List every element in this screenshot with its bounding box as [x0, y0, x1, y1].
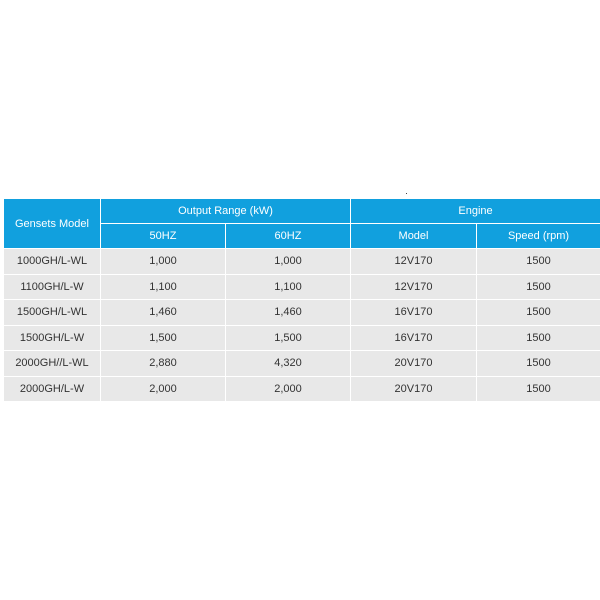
- cell-engine-model: 20V170: [351, 351, 477, 377]
- table-row: [4, 249, 600, 275]
- table-row: [4, 376, 600, 402]
- cell-model: 2000GH//L-WL: [4, 351, 101, 377]
- gensets-table-container: [3, 198, 600, 402]
- cell-model: 1100GH/L-W: [4, 274, 101, 300]
- cell-speed: 1500: [477, 300, 600, 326]
- cell-speed: 1500: [477, 376, 600, 402]
- header-gensets-model: Gensets Model: [4, 199, 101, 249]
- cell-engine-model: 12V170: [351, 274, 477, 300]
- cell-speed: 1500: [477, 325, 600, 351]
- table-row: [4, 325, 600, 351]
- cell-speed: 1500: [477, 274, 600, 300]
- cell-60hz: 1,000: [226, 249, 351, 275]
- cell-engine-model: 16V170: [351, 325, 477, 351]
- cell-engine-model: 16V170: [351, 300, 477, 326]
- cell-50hz: 1,000: [101, 249, 226, 275]
- cell-60hz: 1,100: [226, 274, 351, 300]
- table-header: [4, 199, 600, 249]
- cell-60hz: 1,500: [226, 325, 351, 351]
- header-engine-model: Model: [351, 224, 477, 249]
- cell-model: 1500GH/L-WL: [4, 300, 101, 326]
- table-row: [4, 274, 600, 300]
- cell-engine-model: 20V170: [351, 376, 477, 402]
- header-50hz: 50HZ: [101, 224, 226, 249]
- cell-50hz: 2,880: [101, 351, 226, 377]
- cell-engine-model: 12V170: [351, 249, 477, 275]
- header-output-range: Output Range (kW): [101, 199, 351, 224]
- stray-dot: [406, 193, 407, 194]
- cell-60hz: 1,460: [226, 300, 351, 326]
- cell-model: 2000GH/L-W: [4, 376, 101, 402]
- header-speed: Speed (rpm): [477, 224, 600, 249]
- table-row: [4, 351, 600, 377]
- cell-50hz: 1,460: [101, 300, 226, 326]
- cell-speed: 1500: [477, 249, 600, 275]
- header-engine: Engine: [351, 199, 600, 224]
- cell-model: 1500GH/L-W: [4, 325, 101, 351]
- cell-50hz: 2,000: [101, 376, 226, 402]
- cell-60hz: 4,320: [226, 351, 351, 377]
- table-body: [4, 249, 600, 402]
- header-60hz: 60HZ: [226, 224, 351, 249]
- cell-speed: 1500: [477, 351, 600, 377]
- cell-model: 1000GH/L-WL: [4, 249, 101, 275]
- table-row: [4, 300, 600, 326]
- gensets-spec-table: [3, 198, 600, 402]
- cell-50hz: 1,500: [101, 325, 226, 351]
- cell-60hz: 2,000: [226, 376, 351, 402]
- cell-50hz: 1,100: [101, 274, 226, 300]
